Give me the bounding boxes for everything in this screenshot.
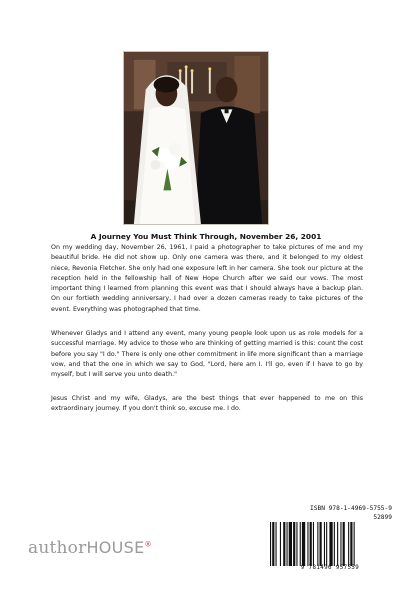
paragraph-2: Whenever Gladys and I attend any event, many young people look upon us as role models for a successful marriage. My advice to those who are thinking of getting married is this: count the cost before you say "I do." There is only one other commitment in life more significant than a marriage vow, and that the one in which we say to God, "Lord, here am I. I'll go, even if I have to go by myself, but I will serve you unto death." — [51, 330, 363, 379]
barcode-bar — [326, 522, 327, 566]
paragraph-1: On my wedding day, November 26, 1961, I paid a photographer to take pictures of me and my beautiful bride. He did not show up. Only one camera was there, and it belonged to my oldest niece, Revonia Fletcher. She only had one exposure left in her camera. She took our picture at the reception held in the fellowship hall of New Hope Church after we said our vows. The most important thing I learned from planning this event was that I should always have a backup plan. On our fortieth wedding anniversary, I had over a dozen cameras ready to take pictures of the event. Everything was photographed that time. — [51, 244, 363, 313]
barcode-bar — [348, 522, 349, 566]
barcode-bar — [324, 522, 325, 566]
barcode-bar — [272, 522, 274, 566]
barcode-bar — [300, 522, 301, 566]
isbn-text: ISBN 978-1-4969-5755-9 — [310, 505, 392, 512]
barcode-bar — [340, 522, 341, 566]
barcode-bar — [317, 522, 318, 566]
paragraph-3: Jesus Christ and my wife, Gladys, are the best things that ever happened to me on this extraordinary journey. If you don't think so, excuse me. I do. — [51, 395, 363, 413]
price-code: 52899 — [373, 514, 392, 521]
barcode-bar — [354, 522, 355, 566]
barcode-bar — [280, 522, 281, 566]
barcode-bar — [287, 522, 288, 566]
barcode-bar — [293, 522, 295, 566]
barcode-bar — [283, 522, 285, 566]
section-title: A Journey You Must Think Through, November 26, 2001 — [90, 232, 322, 241]
barcode-bar — [302, 522, 305, 566]
barcode-bar — [350, 522, 352, 566]
logo-author-text: author — [28, 538, 87, 558]
barcode-bar — [343, 522, 345, 566]
barcode-bar — [307, 522, 308, 566]
barcode-bar — [337, 522, 338, 566]
wedding-photo-image — [124, 52, 268, 224]
barcode-bar — [334, 522, 335, 566]
logo-house-text: HOUSE — [86, 538, 145, 557]
barcode-bar — [310, 522, 312, 566]
barcode-bar — [329, 522, 332, 566]
publisher-logo — [28, 538, 152, 562]
barcode-bar — [270, 522, 271, 566]
barcode-bar — [289, 522, 292, 566]
isbn-barcode — [268, 505, 392, 575]
barcode-bar — [320, 522, 322, 566]
barcode-bars — [268, 522, 392, 566]
barcode-bar — [296, 522, 297, 566]
ean-digits: 9 781496 957559 — [300, 565, 360, 571]
barcode-bar — [313, 522, 314, 566]
registered-mark: ® — [144, 540, 152, 549]
wedding-photo — [123, 51, 269, 225]
barcode-bar — [276, 522, 277, 566]
